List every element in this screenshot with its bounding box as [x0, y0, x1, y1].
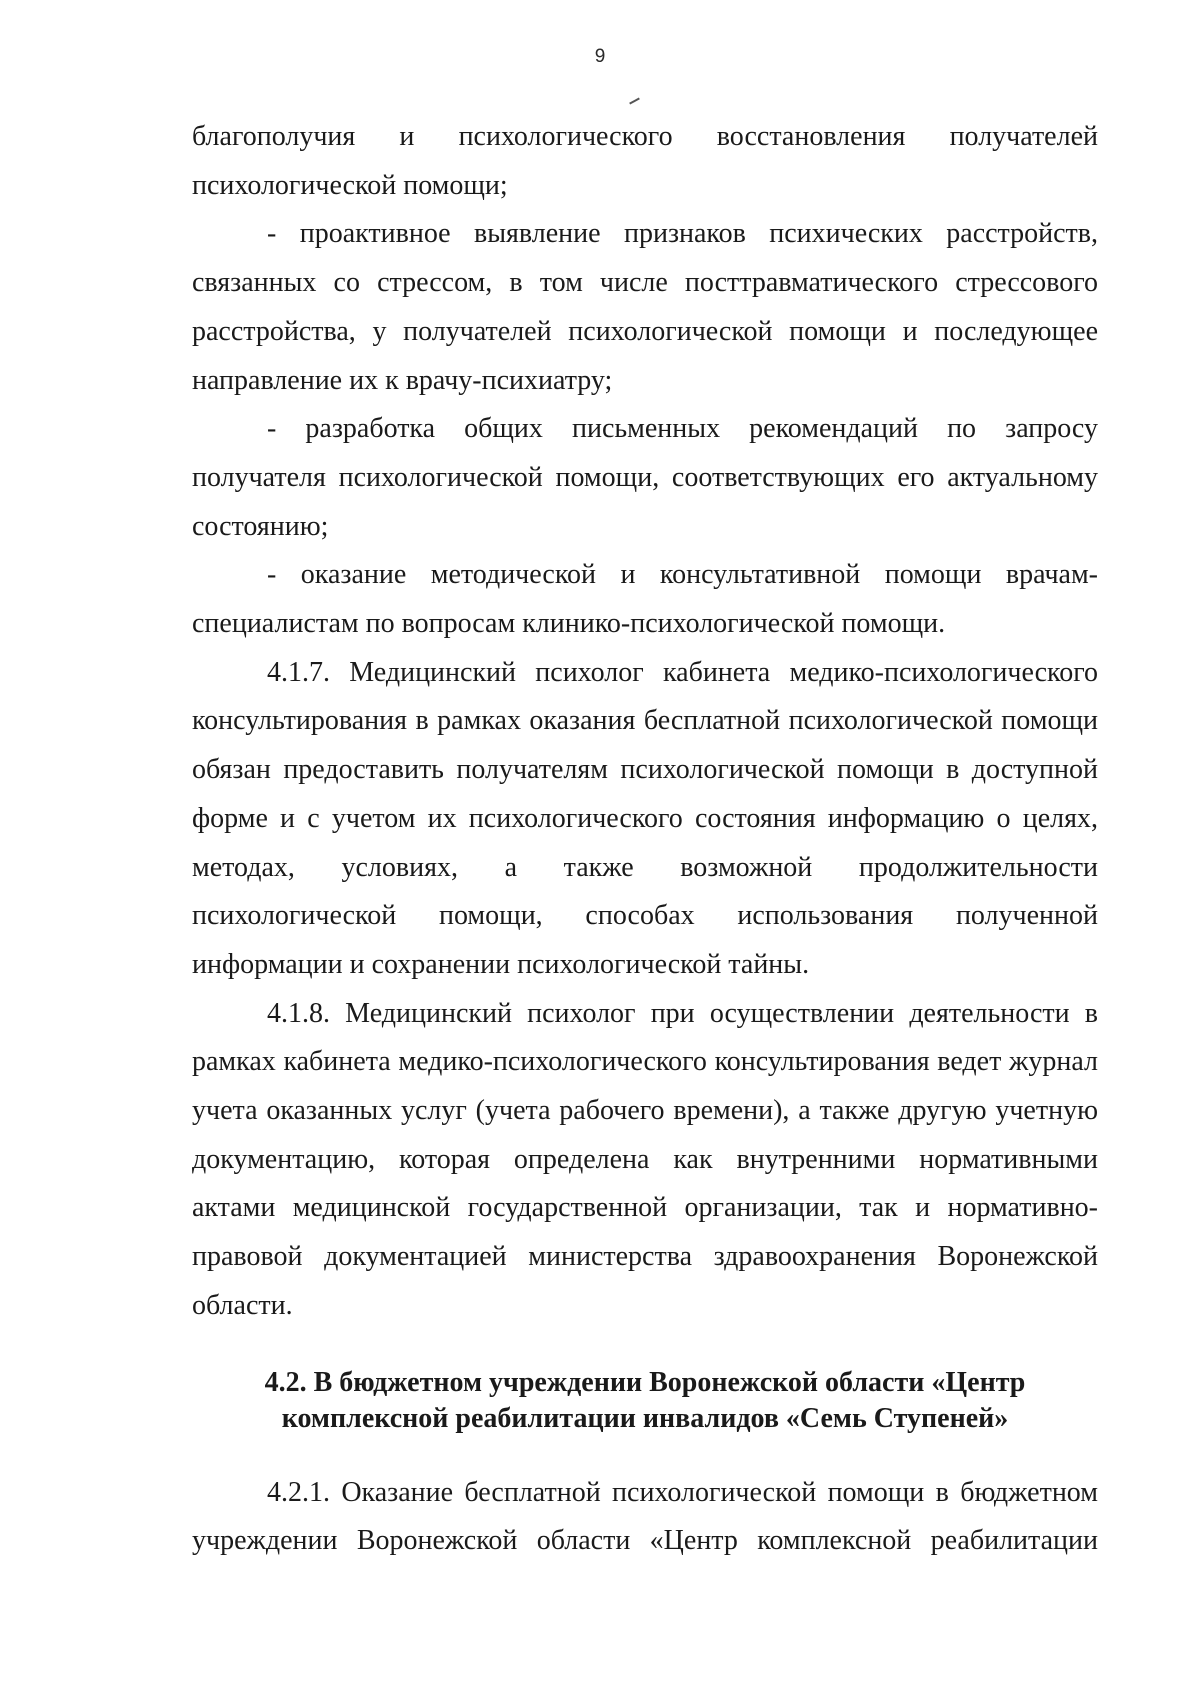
section-heading-line-1: 4.2. В бюджетном учреждении Воронежской области «Центр — [264, 1366, 1026, 1398]
list-item-written-recommendations: - разработка общих письменных рекомендаций по запросу получателя психологической помощи, соответствующих его актуальному состоянию; — [192, 413, 1098, 542]
scan-mark — [629, 98, 640, 105]
paragraph-4-2-1: 4.2.1. Оказание бесплатной психологической помощи в бюджетном учреждении Воронежской области «Центр комплексной реабилитации — [192, 1476, 1098, 1557]
paragraph-4-1-7: 4.1.7. Медицинский психолог кабинета медико-психологического консультирования в рамках оказания бесплатной психологической помощи обязан предоставить получателям психологической помощи в доступной форме и с учетом их психологического состояния информацию о целях, методах, условиях, а также возможной продолжительности психологической помощи, способах использования полученной информации и сохранении психологической тайны. — [192, 656, 1098, 980]
paragraph-continuation: благополучия и психологического восстановления получателей психологической помощи; — [192, 121, 1098, 201]
section-heading-4-2 — [192, 1365, 1098, 1437]
paragraph-4-1-8: 4.1.8. Медицинский психолог при осуществлении деятельности в рамках кабинета медико-психологического консультирования ведет журнал учета оказанных услуг (учета рабочего времени), а также другую учетную документацию, которая определена как внутренними нормативными актами медицинской государственной организации, так и нормативно-правовой документацией министерства здравоохранения Воронежской области. — [192, 997, 1098, 1321]
list-item-methodical-assistance: - оказание методической и консультативной помощи врачам-специалистам по вопросам клинико-психологической помощи. — [192, 559, 1098, 640]
list-item-proactive-detection: - проактивное выявление признаков психических расстройств, связанных со стрессом, в том числе посттравматического стрессового расстройства, у получателей психологической помощи и последующее направление их к врачу-психиатру; — [192, 218, 1098, 396]
page-number: 9 — [594, 46, 606, 67]
section-heading-line-2: комплексной реабилитации инвалидов «Семь Ступеней» — [281, 1402, 1009, 1434]
document-body — [192, 113, 1098, 1566]
